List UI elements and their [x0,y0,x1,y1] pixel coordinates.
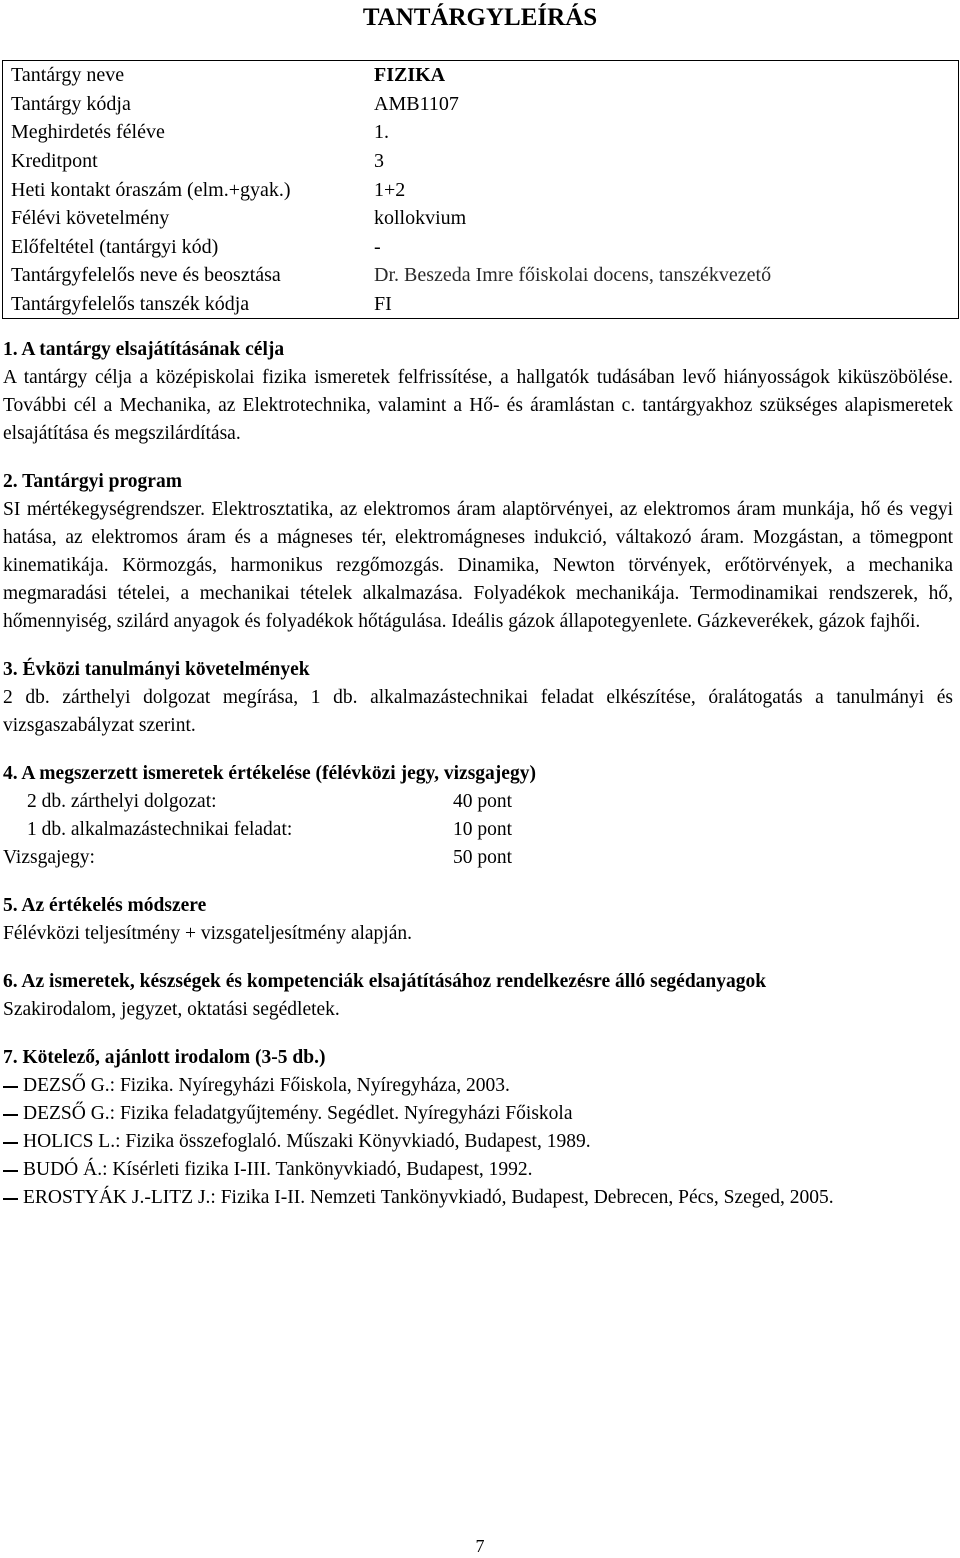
list-item [3,1156,953,1184]
section-heading: 1. A tantárgy elsajátításának célja [3,339,285,360]
table-row [3,118,959,147]
dash-bullet-icon [3,1198,18,1200]
table-row [3,61,959,90]
info-label: Félévi követelmény [11,207,170,230]
literature-text: HOLICS L.: Fizika összefoglaló. Műszaki Könyvkiadó, Budapest, 1989. [23,1131,591,1152]
section-heading: 5. Az értékelés módszere [3,895,207,916]
info-value: FI [374,293,392,316]
section-heading: 3. Évközi tanulmányi követelmények [3,659,310,680]
dash-bullet-icon [3,1114,18,1116]
section-heading: 4. A megszerzett ismeretek értékelése (félévközi jegy, vizsgajegy) [3,763,536,784]
evaluation-label: 1 db. alkalmazástechnikai feladat: [27,819,293,840]
info-label: Tantárgy kódja [11,92,131,115]
table-row [3,175,959,204]
info-label: Tantárgyfelelős tanszék kódja [11,293,250,316]
literature-text: DEZSŐ G.: Fizika feladatgyűjtemény. Segédlet. Nyíregyházi Főiskola [23,1103,573,1124]
course-info-table [2,60,959,319]
info-label: Előfeltétel (tantárgyi kód) [11,235,219,258]
literature-text: BUDÓ Á.: Kísérleti fizika I-III. Tankönyvkiadó, Budapest, 1992. [23,1159,533,1180]
list-item [3,1128,953,1156]
page-number: 7 [475,1536,485,1556]
info-label: Kreditpont [11,150,98,173]
literature-text: EROSTYÁK J.-LITZ J.: Fizika I-II. Nemzeti Tankönyvkiadó, Budapest, Debrecen, Pécs, Szeged, 2005. [23,1187,834,1208]
section-heading: 6. Az ismeretek, készségek és kompetenciák elsajátításához rendelkezésre álló segédanyagok [3,971,767,992]
evaluation-points: 10 pont [453,819,513,840]
evaluation-label: Vizsgajegy: [3,847,95,868]
section-text: Szakirodalom, jegyzet, oktatási segédletek. [3,999,340,1020]
dash-bullet-icon [3,1142,18,1144]
info-value: 1+2 [374,178,406,201]
section-goal [3,336,953,448]
section-heading: 7. Kötelező, ajánlott irodalom (3-5 db.) [3,1047,326,1068]
info-value: Dr. Beszeda Imre főiskolai docens, tanszékvezető [374,264,772,287]
list-item [3,1184,953,1212]
section-program [3,468,953,636]
document-body [3,336,953,1232]
info-value: kollokvium [374,207,467,230]
literature-list [3,1072,953,1212]
section-evaluation [3,760,953,872]
table-row [3,147,959,176]
table-row [3,90,959,119]
section-text: A tantárgy célja a középiskolai fizika ismeretek felfrissítése, a hallgatók tudásában levő hiányosságok kiküszöbölése. További cél a Mechanika, az Elektrotechnika, valamint a Hő- és áramlástan c. tantárgyakhoz szükséges alapismeretek elsajátítása és megszilárdítása. [3,367,953,444]
section-materials [3,968,953,1024]
evaluation-points: 50 pont [453,847,513,868]
evaluation-row [3,844,953,872]
info-value: 3 [374,150,384,173]
list-item [3,1072,953,1100]
info-value: AMB1107 [374,92,459,115]
list-item [3,1100,953,1128]
info-label: Tantárgyfelelős neve és beosztása [11,264,281,287]
dash-bullet-icon [3,1170,18,1172]
section-text: SI mértékegységrendszer. Elektrosztatika, az elektromos áram alaptörvényei, az elektromos áram munkája, hő és vegyi hatása, az elektromos áram és a mágneses tér, elektromágneses indukció, váltakozó áram. Mozgástan, a tömegpont kinematikája. Körmozgás, harmonikus rezgőmozgás. Dinamika, Newton törvények, erőtörvények, a mechanika megmaradási tételei, a mechanikai tételek alkalmazása. Folyadékok mechanikája. Termodinamikai rendszerek, hő, hőmennyiség, szilárd anyagok és folyadékok hőtágulása. Ideális gázok állapotegyenlete. Gázkeverékek, gázok fajhői. [3,499,953,632]
info-value: 1. [374,121,389,144]
table-row [3,261,959,290]
page-title: TANTÁRGYLEÍRÁS [362,4,598,31]
table-row [3,204,959,233]
section-requirements [3,656,953,740]
info-label: Heti kontakt óraszám (elm.+gyak.) [11,178,291,201]
info-value: - [374,235,381,258]
section-heading: 2. Tantárgyi program [3,471,182,492]
section-method [3,892,953,948]
info-value: FIZIKA [374,64,446,87]
info-label: Meghirdetés féléve [11,121,165,144]
table-row [3,290,959,319]
evaluation-row [3,788,953,816]
section-text: Félévközi teljesítmény + vizsgateljesítmény alapján. [3,923,413,944]
evaluation-label: 2 db. zárthelyi dolgozat: [27,791,217,812]
evaluation-row [3,816,953,844]
literature-text: DEZSŐ G.: Fizika. Nyíregyházi Főiskola, Nyíregyháza, 2003. [23,1075,510,1096]
dash-bullet-icon [3,1086,18,1088]
table-row [3,233,959,262]
evaluation-points: 40 pont [453,791,513,812]
section-literature [3,1044,953,1212]
info-label: Tantárgy neve [11,64,125,87]
section-text: 2 db. zárthelyi dolgozat megírása, 1 db. alkalmazástechnikai feladat elkészítése, óralátogatás a tanulmányi és vizsgaszabályzat szerint. [3,687,953,736]
